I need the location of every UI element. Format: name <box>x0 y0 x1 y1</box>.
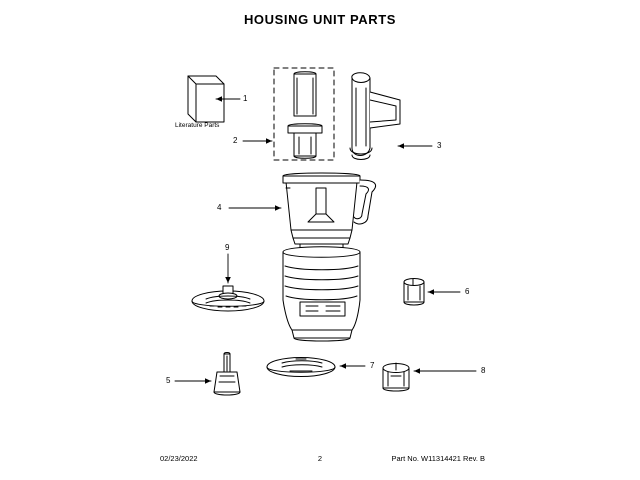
part-lid <box>350 73 400 160</box>
callout-9: 9 <box>225 243 230 252</box>
callout-7: 7 <box>370 361 375 370</box>
literature-parts-label: Literature Parts <box>175 122 220 129</box>
callout-3: 3 <box>437 141 442 150</box>
part-drive-adapter <box>404 279 424 306</box>
callout-6: 6 <box>465 287 470 296</box>
callout-2: 2 <box>233 136 238 145</box>
part-housing-base <box>283 247 360 341</box>
part-disc-shredding <box>192 286 264 311</box>
footer-part-number: Part No. W11314421 Rev. B <box>391 454 485 463</box>
part-work-bowl <box>283 173 376 250</box>
callout-1: 1 <box>243 94 248 103</box>
page-footer <box>0 446 640 480</box>
part-blade-stem <box>214 353 240 396</box>
part-disc-slicing <box>267 358 335 377</box>
callout-5: 5 <box>166 376 171 385</box>
callout-8: 8 <box>481 366 486 375</box>
page-title: HOUSING UNIT PARTS <box>243 12 397 27</box>
part-accessories-group <box>274 68 334 160</box>
callout-4: 4 <box>217 203 222 212</box>
footer-page-number: 2 <box>317 454 323 463</box>
part-drive-coupler <box>383 363 409 391</box>
footer-date: 02/23/2022 <box>160 454 198 463</box>
